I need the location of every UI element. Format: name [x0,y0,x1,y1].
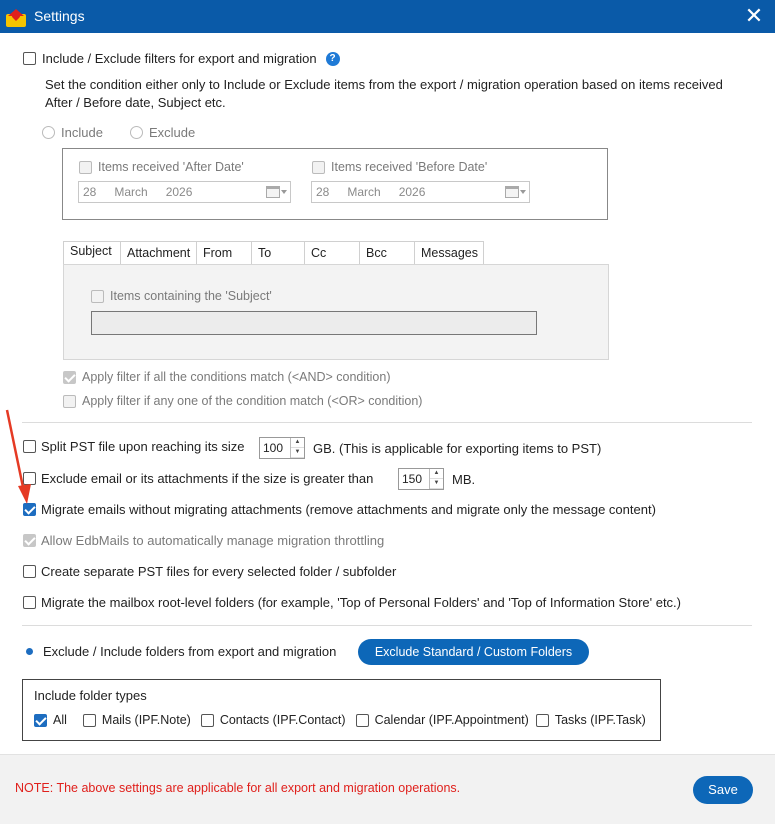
tab-messages[interactable]: Messages [414,241,484,264]
split-pst-spinner[interactable] [259,437,305,459]
app-logo-icon [5,6,27,28]
after-date-picker[interactable] [78,181,291,203]
spinner-down-icon[interactable]: ▼ [291,448,304,458]
folder-types-title: Include folder types [34,688,147,703]
subject-checkbox-label: Items containing the 'Subject' [110,289,272,303]
folder-types-list [34,713,646,727]
tab-subject[interactable]: Subject [63,241,121,265]
exclude-size-spinner[interactable] [398,468,444,490]
after-date-label: Items received 'After Date' [98,160,244,174]
before-date-picker[interactable] [311,181,530,203]
throttling-label: Allow EdbMails to automatically manage migration throttling [41,533,385,548]
folder-type-all-checkbox[interactable] [34,714,47,727]
separate-pst-row [23,564,396,579]
radio-include[interactable] [42,126,55,139]
tab-from[interactable]: From [196,241,252,264]
subject-input[interactable] [91,311,537,335]
filters-checkbox[interactable] [23,52,36,65]
exclude-size-value: 150 [402,472,423,486]
root-folders-row [23,595,681,610]
separator [22,422,752,423]
bullet-dot-icon [26,648,33,655]
separate-pst-checkbox[interactable] [23,565,36,578]
after-date-row [79,160,244,174]
save-button[interactable]: Save [693,776,753,804]
root-folders-checkbox[interactable] [23,596,36,609]
filters-label: Include / Exclude filters for export and migration [42,51,317,66]
tab-bcc[interactable]: Bcc [359,241,415,264]
and-condition-checkbox[interactable] [63,371,76,384]
exclude-folders-button[interactable]: Exclude Standard / Custom Folders [358,639,589,665]
and-condition-row [63,370,390,384]
exclude-size-label: Exclude email or its attachments if the size is greater than [41,471,374,486]
and-condition-label: Apply filter if all the conditions match (<AND> condition) [82,370,391,384]
before-date-checkbox[interactable] [312,161,325,174]
radio-include-label: Include [61,125,103,140]
throttling-row [23,533,384,548]
before-date-row [312,160,487,174]
footer [0,754,775,824]
after-day: 28 [83,185,97,199]
split-pst-row [23,439,245,454]
close-icon[interactable]: ✕ [744,3,764,28]
folder-type-contacts-label: Contacts (IPF.Contact) [219,713,346,727]
folder-type-tasks-checkbox[interactable] [536,714,549,727]
folder-type-contacts-checkbox[interactable] [201,714,214,727]
after-month: March [114,185,148,199]
migrate-without-attachments-label: Migrate emails without migrating attachments (remove attachments and migrate only the message content) [41,502,656,517]
title-bar [0,0,775,33]
before-month: March [347,185,381,199]
or-condition-checkbox[interactable] [63,395,76,408]
before-date-label: Items received 'Before Date' [331,160,488,174]
separator [22,625,752,626]
help-icon[interactable]: ? [326,52,340,66]
folder-type-calendar-label: Calendar (IPF.Appointment) [374,713,529,727]
tab-to[interactable]: To [251,241,305,264]
tab-cc[interactable]: Cc [304,241,360,264]
window-title: Settings [34,8,85,24]
before-year: 2026 [398,185,426,199]
radio-exclude-label: Exclude [149,125,196,140]
calendar-icon[interactable] [505,186,519,198]
footer-note: NOTE: The above settings are applicable for all export and migration operations. [15,781,461,795]
filter-tabs [63,241,483,264]
after-year: 2026 [165,185,193,199]
folder-type-calendar-checkbox[interactable] [356,714,369,727]
red-arrow-annotation [0,400,40,510]
chevron-down-icon [520,190,526,194]
after-date-checkbox[interactable] [79,161,92,174]
or-condition-label: Apply filter if any one of the condition match (<OR> condition) [82,394,423,408]
tab-attachment[interactable]: Attachment [120,241,197,264]
subject-checkbox[interactable] [91,290,104,303]
migrate-without-attachments-row [23,502,656,517]
folder-type-tasks-label: Tasks (IPF.Task) [554,713,646,727]
folders-row [26,644,336,659]
spinner-up-icon[interactable]: ▲ [291,438,304,448]
spinner-up-icon[interactable]: ▲ [430,469,443,479]
split-pst-value: 100 [263,441,284,455]
folder-type-mails-checkbox[interactable] [83,714,96,727]
radio-exclude[interactable] [130,126,143,139]
radio-include-row [42,125,103,140]
filters-description-1: Set the condition either only to Include or Exclude items from the export / migration operation based on items received [45,77,723,92]
folder-type-all-label: All [53,713,67,727]
subject-tab-panel [63,264,609,360]
filters-toggle-row [23,51,340,66]
separate-pst-label: Create separate PST files for every selected folder / subfolder [41,564,397,579]
subject-checkbox-row [91,289,272,303]
filters-description-2: After / Before date, Subject etc. [45,95,226,110]
root-folders-label: Migrate the mailbox root-level folders (for example, 'Top of Personal Folders' and 'Top of Information Store' etc.) [41,595,682,610]
or-condition-row [63,394,422,408]
split-pst-label: Split PST file upon reaching its size [41,439,245,454]
date-filter-box [62,148,608,220]
exclude-size-suffix: MB. [452,472,476,487]
folder-type-mails-label: Mails (IPF.Note) [101,713,191,727]
folders-label: Exclude / Include folders from export and migration [43,644,337,659]
exclude-size-row [23,471,373,486]
spinner-down-icon[interactable]: ▼ [430,479,443,489]
before-day: 28 [316,185,330,199]
chevron-down-icon [281,190,287,194]
folder-types-box [22,679,661,741]
radio-exclude-row [130,125,195,140]
calendar-icon[interactable] [266,186,280,198]
split-pst-suffix: GB. (This is applicable for exporting items to PST) [313,441,602,456]
throttling-checkbox[interactable] [23,534,36,547]
